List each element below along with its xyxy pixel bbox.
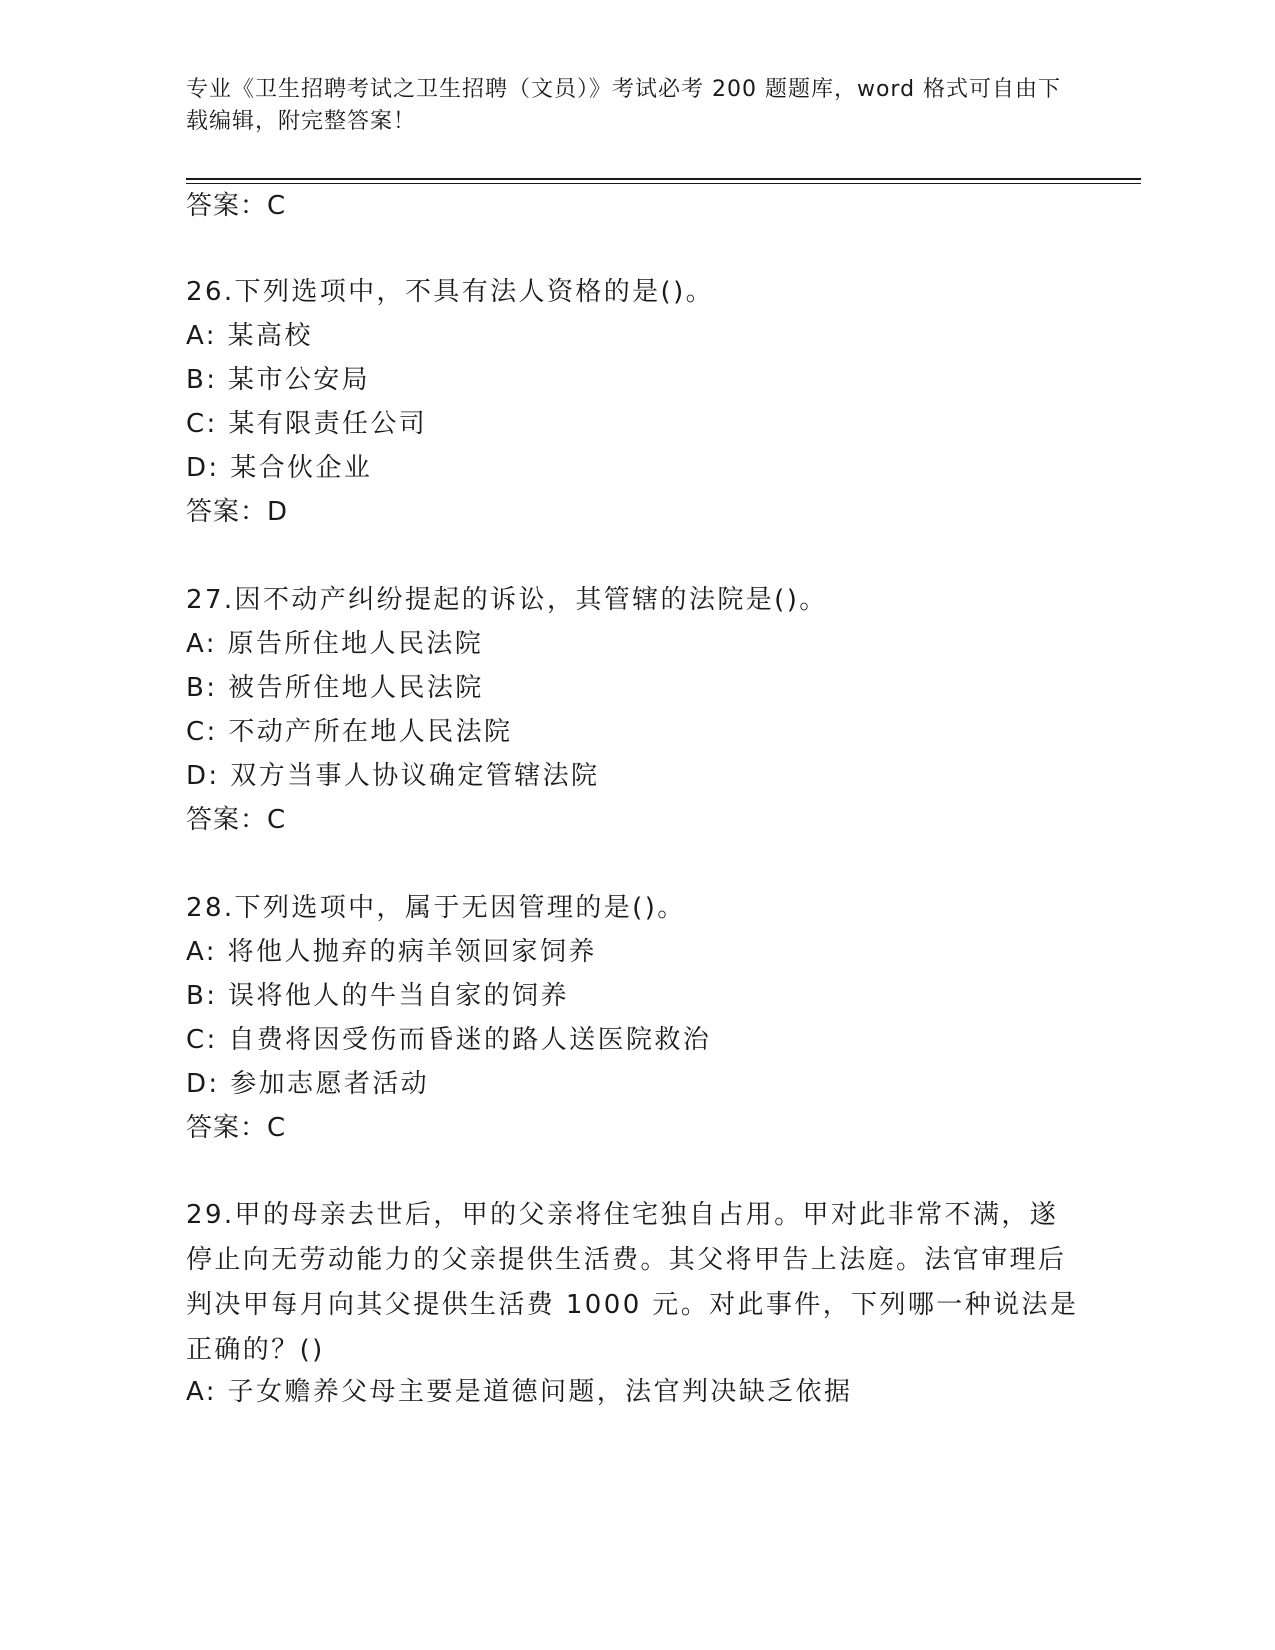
document-header: 专业《卫生招聘考试之卫生招聘（文员）》考试必考 200 题题库，word 格式可自由下载编辑，附完整答案！ bbox=[186, 77, 1062, 134]
question-27-option-a: A: 原告所住地人民法院 bbox=[186, 629, 484, 659]
question-27-option-d: D: 双方当事人协议确定管辖法院 bbox=[186, 761, 600, 791]
question-26-option-b: B: 某市公安局 bbox=[186, 365, 371, 395]
question-29-stem: 29.甲的母亲去世后，甲的父亲将住宅独自占用。甲对此非常不满，遂停止向无劳动能力的父亲提供生活费。其父将甲告上法庭。法官审理后判决甲每月向其父提供生活费 1000 元。对此事件，下列哪一种说法是正确的？() bbox=[186, 1200, 1079, 1365]
question-28-option-a: A: 将他人抛弃的病羊领回家饲养 bbox=[186, 937, 597, 967]
question-29-option-a: A: 子女赡养父母主要是道德问题，法官判决缺乏依据 bbox=[186, 1377, 853, 1407]
question-26-option-a: A: 某高校 bbox=[186, 321, 313, 351]
question-28-answer: 答案：C bbox=[186, 1113, 287, 1143]
question-26-option-d: D: 某合伙企业 bbox=[186, 453, 373, 483]
question-26-option-c: C: 某有限责任公司 bbox=[186, 409, 428, 439]
question-28-option-b: B: 误将他人的牛当自家的饲养 bbox=[186, 981, 569, 1011]
question-28-option-c: C: 自费将因受伤而昏迷的路人送医院救治 bbox=[186, 1025, 712, 1055]
question-26-answer: 答案：D bbox=[186, 497, 289, 527]
question-27-option-b: B: 被告所住地人民法院 bbox=[186, 673, 484, 703]
question-28-option-d: D: 参加志愿者活动 bbox=[186, 1069, 430, 1099]
question-26-stem: 26.下列选项中，不具有法人资格的是()。 bbox=[186, 277, 715, 307]
header-divider bbox=[186, 178, 1141, 180]
question-28-stem: 28.下列选项中，属于无因管理的是()。 bbox=[186, 893, 686, 923]
question-27-answer: 答案：C bbox=[186, 805, 287, 835]
header-divider-thin bbox=[186, 183, 1141, 184]
previous-answer: 答案：C bbox=[186, 191, 287, 221]
question-27-option-c: C: 不动产所在地人民法院 bbox=[186, 717, 513, 747]
question-27-stem: 27.因不动产纠纷提起的诉讼，其管辖的法院是()。 bbox=[186, 585, 828, 615]
